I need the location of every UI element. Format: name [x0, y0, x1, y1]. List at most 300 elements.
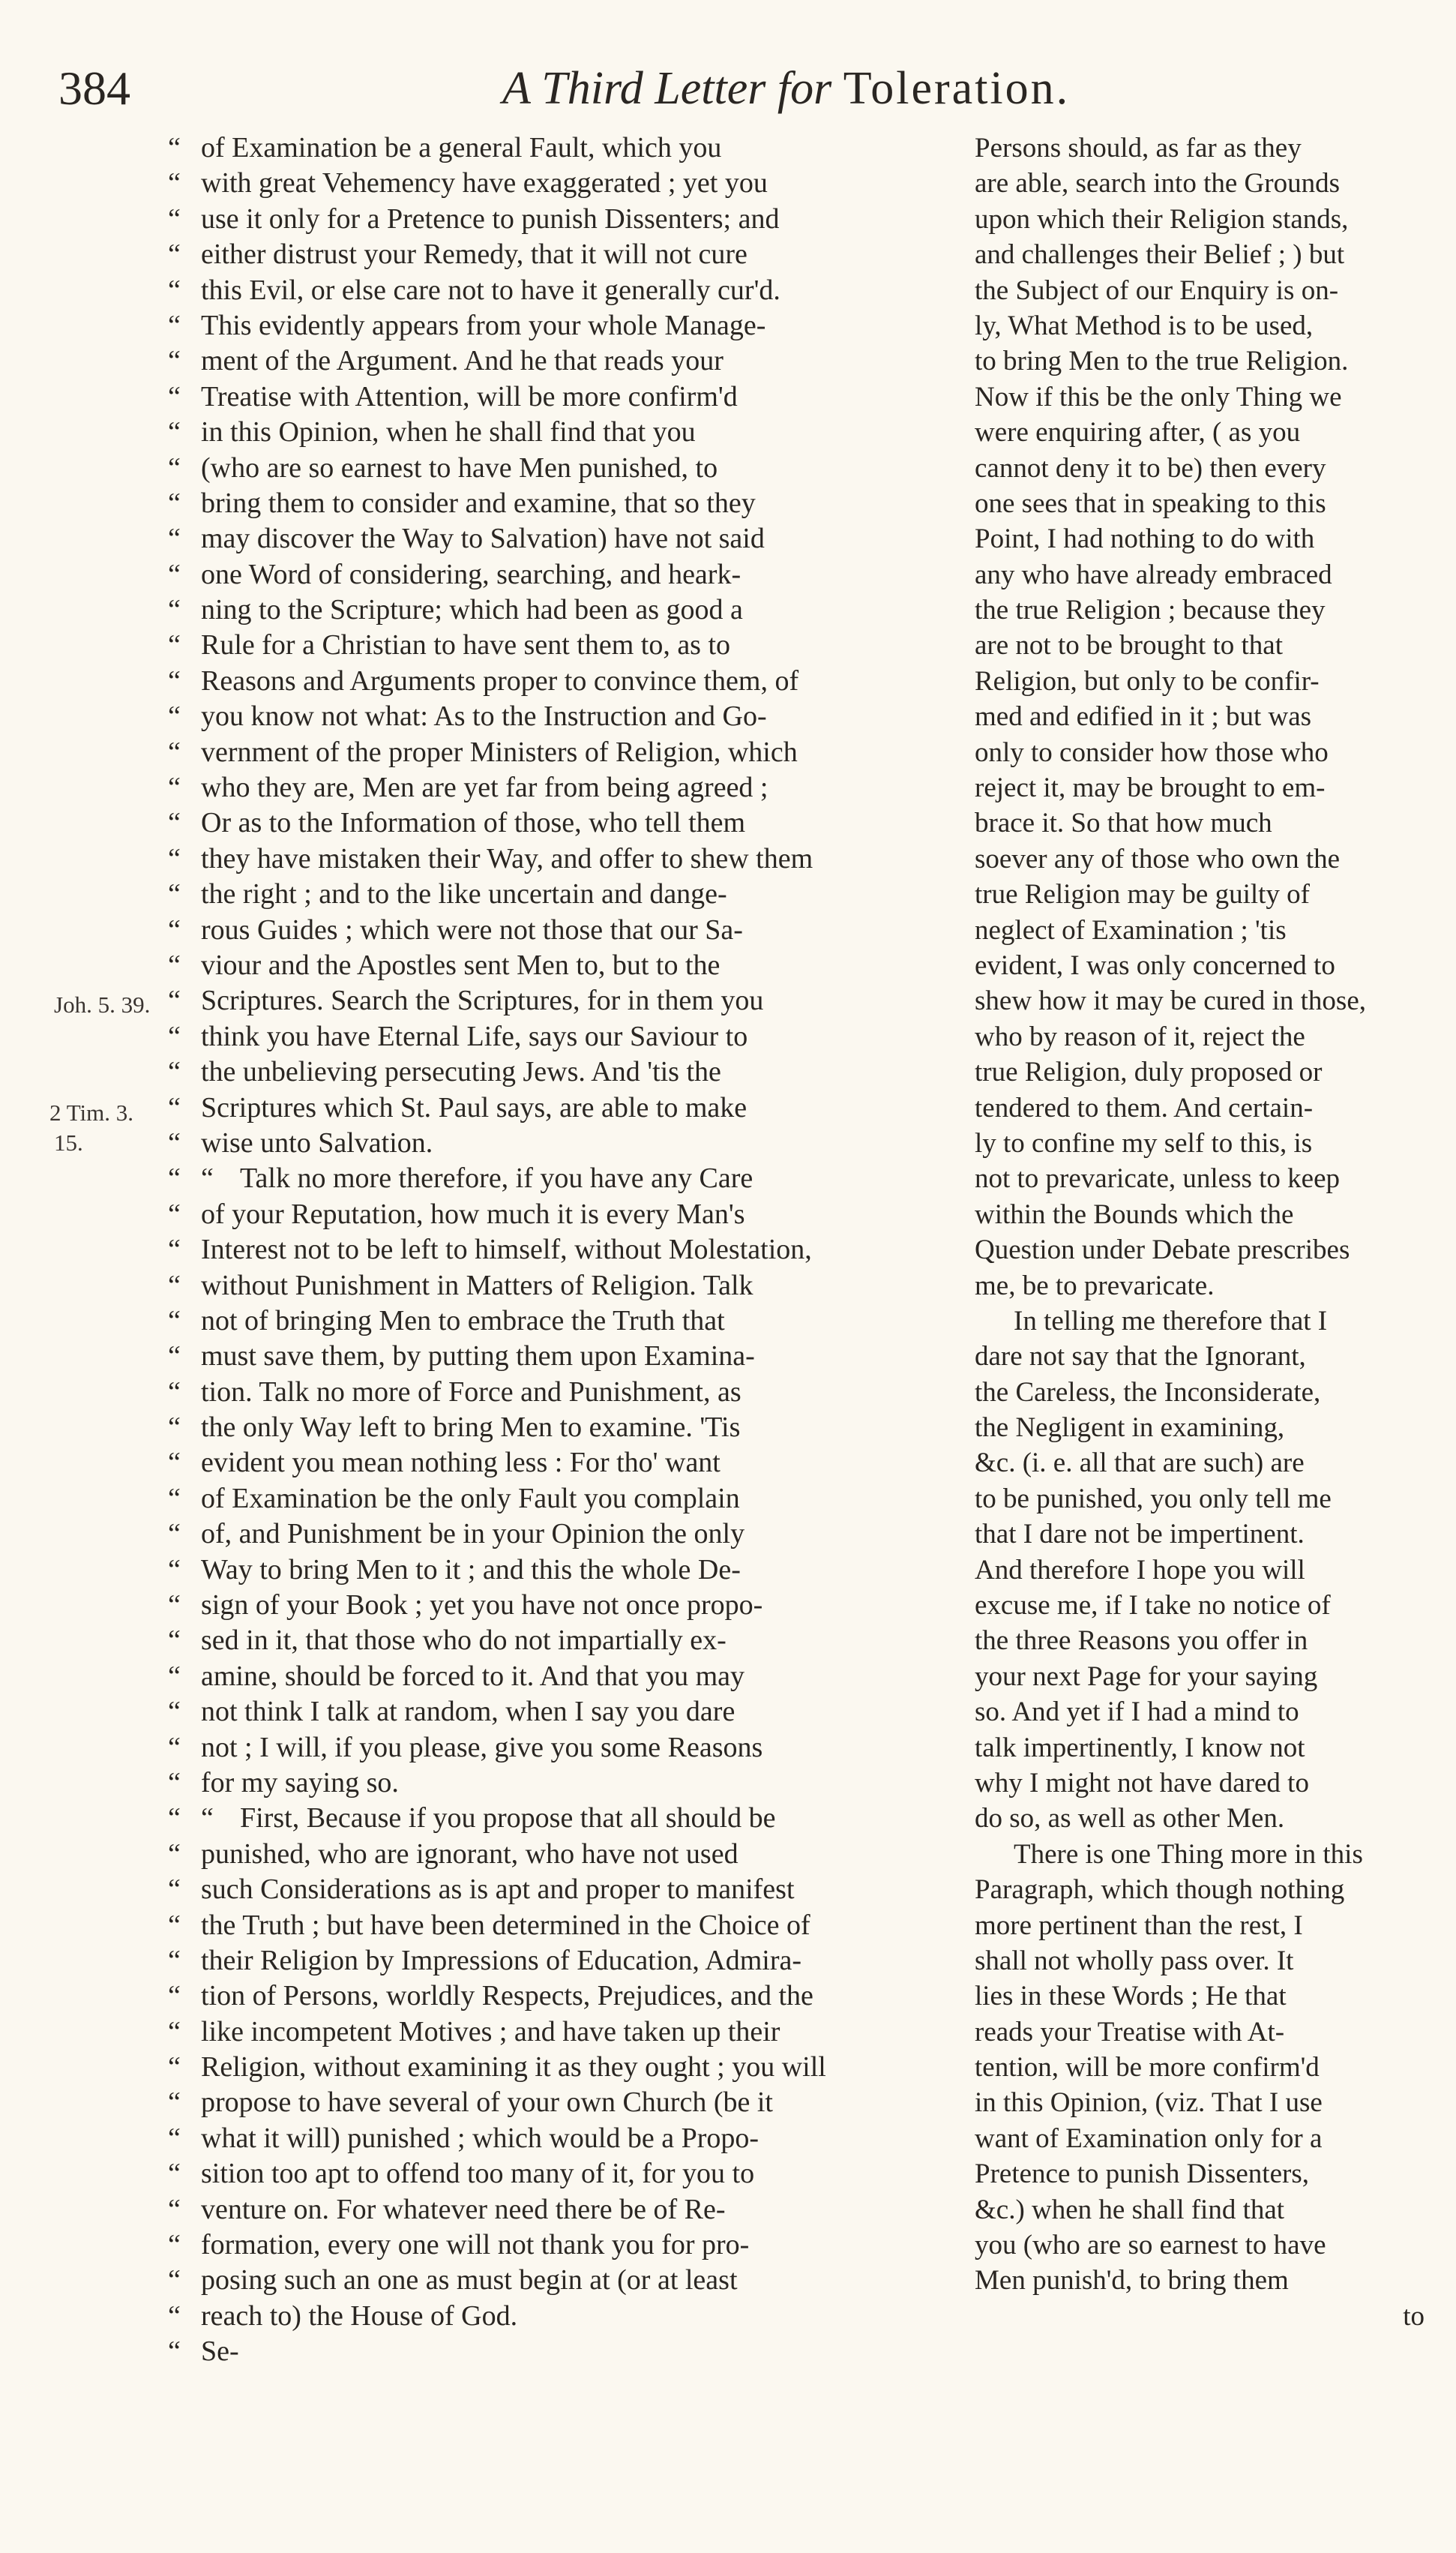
quotation-mark: “: [168, 1056, 181, 1088]
left-column-text: tion of Persons, worldly Respects, Prejudices, and the: [201, 1980, 813, 2012]
right-column-line: [975, 237, 1425, 272]
right-column-line: [975, 273, 1425, 308]
left-column-text: this Evil, or else care not to have it generally cur'd.: [201, 274, 780, 306]
left-column-text: for my saying so.: [201, 1766, 399, 1798]
quotation-mark: “: [168, 1234, 181, 1266]
right-column-line: [975, 1197, 1425, 1232]
right-column-line: [975, 1481, 1425, 1516]
right-column-text: shew how it may be cured in those,: [975, 986, 1366, 1017]
right-column-text: any who have already embraced: [975, 559, 1332, 590]
right-column-line: [975, 1304, 1425, 1339]
quotation-mark: “: [168, 2086, 181, 2119]
quotation-mark: “: [168, 238, 181, 271]
right-column-line: [975, 664, 1425, 699]
right-column-text: excuse me, if I take no notice of: [975, 1590, 1331, 1622]
quotation-mark: “: [168, 985, 181, 1017]
quotation-mark: “: [168, 2122, 181, 2154]
right-column-line: [975, 1730, 1425, 1766]
quotation-mark: “: [168, 1589, 181, 1622]
left-column-line: [168, 1161, 945, 1196]
left-column-text: amine, should be forced to it. And that you may: [201, 1660, 745, 1692]
left-column-text: First, Because if you propose that all should be: [240, 1802, 776, 1834]
quotation-mark: “: [168, 1624, 181, 1657]
left-column-text: what it will) punished ; which would be a Propo-: [201, 2122, 759, 2154]
left-column-line: [168, 1588, 945, 1623]
left-column-text: the only Way left to bring Men to examine. 'Tis: [201, 1412, 741, 1444]
quotation-mark: “: [168, 345, 181, 377]
left-column-text: Se-: [201, 2336, 239, 2368]
quotation-mark: “: [168, 1162, 181, 1195]
left-column-text: such Considerations as is apt and proper to manifest: [201, 1874, 795, 1906]
left-column-line: [168, 1623, 945, 1658]
left-column-text: tion. Talk no more of Force and Punishment, as: [201, 1376, 741, 1408]
left-column-line: [168, 2228, 945, 2263]
left-column-line: [168, 1872, 945, 1907]
quotation-mark: “: [168, 1412, 181, 1444]
right-column-line: [975, 1801, 1425, 1836]
right-column-text: Men punish'd, to bring them: [975, 2265, 1289, 2296]
right-column-text: so. And yet if I had a mind to: [975, 1696, 1299, 1728]
quotation-mark: “: [168, 914, 181, 946]
left-column-text: who they are, Men are yet far from being agreed ;: [201, 772, 768, 804]
running-title-italic: A Third Letter for: [502, 63, 832, 114]
quotation-mark: “: [168, 1340, 181, 1372]
right-column-line: [975, 1872, 1425, 1907]
left-column-line: [168, 1730, 945, 1766]
left-column-line: [168, 1090, 945, 1126]
right-column-line: [975, 2014, 1425, 2050]
right-column-text: Now if this be the only Thing we: [975, 381, 1342, 412]
right-column-line: [975, 842, 1425, 877]
left-column-text: their Religion by Impressions of Education, Admira-: [201, 1944, 802, 1976]
quotation-mark: “: [168, 274, 181, 306]
quotation-mark: “: [168, 523, 181, 555]
quotation-mark: “: [168, 949, 181, 981]
right-column-text: more pertinent than the rest, I: [975, 1910, 1303, 1941]
left-column-line: [168, 1445, 945, 1480]
left-column-text: of Examination be a general Fault, which you: [201, 132, 722, 164]
quotation-mark: “: [168, 1802, 181, 1834]
quotation-mark: “: [168, 1447, 181, 1479]
right-column-line: [975, 2228, 1425, 2263]
running-title: [502, 64, 1070, 112]
right-column-text: Question under Debate prescribes: [975, 1234, 1350, 1266]
right-column-line: [975, 1516, 1425, 1552]
quotation-mark: “: [168, 2300, 181, 2332]
quotation-mark: “: [168, 2264, 181, 2296]
left-column-line: [168, 273, 945, 308]
right-column-line: [975, 1090, 1425, 1126]
left-column-line: [168, 1339, 945, 1374]
left-column-text: the unbelieving persecuting Jews. And 'tis the: [201, 1056, 721, 1088]
left-column-line: [168, 1268, 945, 1304]
right-column-text: only to consider how those who: [975, 736, 1329, 768]
right-column-line: [975, 415, 1425, 450]
right-column-line: [975, 699, 1425, 734]
right-column-text: to be punished, you only tell me: [975, 1483, 1332, 1514]
quotation-mark: “: [168, 1482, 181, 1514]
quotation-mark: “: [168, 1020, 181, 1052]
right-column-line: [975, 1552, 1425, 1588]
right-column-text: want of Examination only for a: [975, 2122, 1323, 2154]
left-column-line: [168, 1516, 945, 1552]
quotation-mark: “: [168, 1091, 181, 1124]
right-column-text: do so, as well as other Men.: [975, 1803, 1285, 1834]
left-column-line: [168, 166, 945, 201]
left-column-text: must save them, by putting them upon Examina-: [201, 1340, 755, 1372]
left-column-text: the right ; and to the like uncertain and dange-: [201, 878, 727, 910]
left-column-text: sed in it, that those who do not impartially ex-: [201, 1624, 727, 1657]
right-column-text: the Careless, the Inconsiderate,: [975, 1376, 1321, 1408]
left-column-line: [168, 628, 945, 663]
left-column-line: [168, 913, 945, 948]
left-column-text: without Punishment in Matters of Religion. Talk: [201, 1269, 753, 1301]
left-column-line: [168, 2192, 945, 2228]
right-column-text: shall not wholly pass over. It: [975, 1945, 1294, 1976]
left-column: [168, 130, 945, 2370]
right-column: [975, 130, 1425, 2334]
quotation-mark: “: [168, 132, 181, 164]
right-column-line: [975, 451, 1425, 486]
left-column-text: venture on. For whatever need there be of Re-: [201, 2193, 726, 2225]
left-column-line: [168, 2299, 945, 2334]
quotation-mark: “: [168, 167, 181, 200]
left-column-text: may discover the Way to Salvation) have not said: [201, 523, 765, 555]
right-column-line: [975, 308, 1425, 344]
left-column-line: [168, 948, 945, 983]
right-column-line: [975, 1019, 1425, 1054]
left-column-text: Talk no more therefore, if you have any Care: [240, 1162, 753, 1195]
left-column-text: you know not what: As to the Instruction and Go-: [201, 700, 767, 733]
quotation-mark: “: [168, 1838, 181, 1870]
paragraph-indent: “: [201, 1162, 214, 1195]
quotation-mark: “: [168, 558, 181, 590]
left-column-text: Scriptures which St. Paul says, are able to make: [201, 1091, 747, 1124]
left-column-text: one Word of considering, searching, and heark-: [201, 558, 741, 590]
left-column-line: [168, 380, 945, 415]
left-column-line: [168, 486, 945, 521]
right-column-text: dare not say that the Ignorant,: [975, 1341, 1306, 1372]
right-column-line: [975, 2263, 1425, 2298]
left-column-text: Rule for a Christian to have sent them to, as to: [201, 629, 731, 662]
left-column-line: [168, 202, 945, 237]
right-column-line: [975, 1623, 1425, 1658]
right-column-text: evident, I was only concerned to: [975, 950, 1335, 981]
right-column-line: [975, 1232, 1425, 1268]
left-column-text: Treatise with Attention, will be more confirm'd: [201, 380, 738, 412]
right-column-text: the Subject of our Enquiry is on-: [975, 274, 1339, 306]
left-column-line: [168, 2263, 945, 2298]
quotation-mark: “: [168, 2015, 181, 2048]
left-column-line: [168, 1481, 945, 1516]
right-column-line: [975, 1054, 1425, 1090]
right-column-text: brace it. So that how much: [975, 808, 1272, 839]
right-column-text: Paragraph, which though nothing: [975, 1874, 1345, 1906]
right-column-line: [975, 486, 1425, 521]
right-column-text: one sees that in speaking to this: [975, 488, 1326, 519]
right-column-line: [975, 1694, 1425, 1730]
right-column-text: ly to confine my self to this, is: [975, 1127, 1313, 1159]
left-column-line: [168, 877, 945, 912]
right-column-line: [975, 735, 1425, 770]
right-column-text: In telling me therefore that I: [1014, 1305, 1328, 1336]
quotation-mark: “: [168, 772, 181, 804]
left-column-line: [168, 130, 945, 166]
left-column-text: not think I talk at random, when I say you dare: [201, 1696, 735, 1728]
right-column-line: [975, 2085, 1425, 2120]
left-column-text: Religion, without examining it as they ought ; you will: [201, 2051, 826, 2084]
left-column-text: ning to the Scripture; which had been as good a: [201, 594, 743, 626]
quotation-mark: “: [168, 629, 181, 662]
quotation-mark: “: [168, 1269, 181, 1301]
quotation-mark: “: [168, 1518, 181, 1550]
left-column-line: [168, 1375, 945, 1410]
left-column-line: [168, 1054, 945, 1090]
quotation-mark: “: [168, 1874, 181, 1906]
left-column-text: use it only for a Pretence to punish Dissenters; and: [201, 202, 780, 235]
left-column-line: [168, 1126, 945, 1161]
right-column-text: Persons should, as far as they: [975, 133, 1302, 164]
right-column-text: &c.) when he shall find that: [975, 2194, 1285, 2225]
left-column-line: [168, 1019, 945, 1054]
left-column-line: [168, 2050, 945, 2085]
right-column-line: [975, 1410, 1425, 1445]
left-column-line: [168, 237, 945, 272]
left-column-text: Way to bring Men to it ; and this the whole De-: [201, 1553, 741, 1586]
left-column-text: evident you mean nothing less : For tho' want: [201, 1447, 721, 1479]
left-column-text: Or as to the Information of those, who tell them: [201, 807, 746, 839]
quotation-mark: “: [168, 1553, 181, 1586]
quotation-mark: “: [168, 309, 181, 341]
left-column-text: of your Reputation, how much it is every Man's: [201, 1198, 745, 1230]
left-column-text: in this Opinion, when he shall find that you: [201, 416, 696, 448]
right-column-text: and challenges their Belief ; ) but: [975, 239, 1345, 271]
quotation-mark: “: [168, 807, 181, 839]
right-column-line: [975, 1161, 1425, 1196]
quotation-mark: “: [168, 1198, 181, 1230]
right-column-text: are able, search into the Grounds: [975, 168, 1340, 200]
right-column-text: Point, I had nothing to do with: [975, 524, 1315, 555]
right-column-text: the true Religion ; because they: [975, 595, 1326, 626]
left-column-text: not ; I will, if you please, give you some Reasons: [201, 1731, 763, 1763]
left-column-line: [168, 1304, 945, 1339]
quotation-mark: “: [168, 842, 181, 874]
quotation-mark: “: [168, 664, 181, 697]
paragraph-indent: “: [201, 1802, 214, 1834]
right-column-line: [975, 1126, 1425, 1161]
left-column-text: viour and the Apostles sent Men to, but to the: [201, 949, 721, 981]
right-column-line: [975, 2192, 1425, 2228]
quotation-mark: “: [168, 1696, 181, 1728]
right-column-line: [975, 877, 1425, 912]
left-column-text: Interest not to be left to himself, without Molestation,: [201, 1234, 812, 1266]
left-column-line: [168, 806, 945, 841]
right-column-text: are not to be brought to that: [975, 630, 1284, 662]
left-column-text: Reasons and Arguments proper to convince them, of: [201, 664, 799, 697]
left-column-text: not of bringing Men to embrace the Truth that: [201, 1304, 725, 1336]
left-column-text: sition too apt to offend too many of it, for you to: [201, 2158, 755, 2190]
left-column-line: [168, 1232, 945, 1268]
left-column-text: Scriptures. Search the Scriptures, for in them you: [201, 985, 764, 1017]
right-column-line: [975, 2156, 1425, 2192]
right-column-text: reject it, may be brought to em-: [975, 772, 1326, 804]
left-column-text: ment of the Argument. And he that reads your: [201, 345, 724, 377]
margin-note-john: Joh. 5. 39.: [54, 992, 151, 1018]
right-column-line: [975, 628, 1425, 663]
left-column-line: [168, 1801, 945, 1836]
right-column-line: [975, 770, 1425, 806]
quotation-mark: “: [168, 2158, 181, 2190]
right-column-line: [975, 2050, 1425, 2085]
right-column-text: true Religion, duly proposed or: [975, 1057, 1323, 1088]
left-column-line: [168, 664, 945, 699]
left-column-text: formation, every one will not thank you for pro-: [201, 2229, 750, 2261]
right-column-text: And therefore I hope you will: [975, 1554, 1305, 1586]
right-column-line: [975, 806, 1425, 841]
right-column-text: who by reason of it, reject the: [975, 1021, 1305, 1052]
quotation-mark: “: [168, 736, 181, 768]
quotation-mark: “: [168, 1376, 181, 1408]
left-column-text: of, and Punishment be in your Opinion the only: [201, 1518, 745, 1550]
margin-note-timothy: 2 Tim. 3.: [49, 1100, 134, 1126]
left-column-line: [168, 735, 945, 770]
right-column-text: reads your Treatise with At-: [975, 2016, 1285, 2048]
page-number: 384: [58, 62, 130, 115]
right-column-line: [975, 344, 1425, 379]
right-column-line: [975, 1943, 1425, 1978]
right-column-line: [975, 1588, 1425, 1623]
quotation-mark: “: [168, 1766, 181, 1798]
quotation-mark: “: [168, 1304, 181, 1336]
left-column-line: [168, 1766, 945, 1801]
right-column-text: me, be to prevaricate.: [975, 1270, 1215, 1301]
quotation-mark: “: [168, 487, 181, 519]
left-column-text: like incompetent Motives ; and have taken up their: [201, 2015, 780, 2048]
quotation-mark: “: [168, 1731, 181, 1763]
left-column-line: [168, 983, 945, 1018]
left-column-text: sign of your Book ; yet you have not once propo-: [201, 1589, 763, 1622]
right-column-text: Pretence to punish Dissenters,: [975, 2158, 1309, 2190]
left-column-line: [168, 1694, 945, 1730]
right-column-line: [975, 380, 1425, 415]
right-column-text: med and edified in it ; but was: [975, 701, 1312, 733]
left-column-line: [168, 699, 945, 734]
left-column-text: posing such an one as must begin at (or at least: [201, 2264, 738, 2296]
left-column-line: [168, 1197, 945, 1232]
left-column-line: [168, 1410, 945, 1445]
right-column-line: [975, 1837, 1425, 1872]
quotation-mark: “: [168, 1980, 181, 2012]
left-column-line: [168, 557, 945, 592]
right-column-text: upon which their Religion stands,: [975, 203, 1349, 235]
right-column-text: There is one Thing more in this: [1014, 1838, 1363, 1870]
left-column-line: [168, 1837, 945, 1872]
left-column-line: [168, 1552, 945, 1588]
right-column-line: [975, 913, 1425, 948]
quotation-mark: “: [168, 2336, 181, 2368]
right-column-line: [975, 1375, 1425, 1410]
left-column-text: This evidently appears from your whole Manage-: [201, 309, 766, 341]
quotation-mark: “: [168, 1909, 181, 1941]
left-column-text: rous Guides ; which were not those that our Sa-: [201, 914, 743, 946]
left-column-text: wise unto Salvation.: [201, 1126, 433, 1159]
right-column-line: [975, 948, 1425, 983]
right-column-line: [975, 557, 1425, 592]
right-column-text: to: [1403, 2300, 1425, 2332]
quotation-mark: “: [168, 202, 181, 235]
right-column-text: were enquiring after, ( as you: [975, 417, 1301, 448]
right-column-text: neglect of Examination ; 'tis: [975, 914, 1287, 946]
right-column-line: [975, 521, 1425, 556]
left-column-line: [168, 1978, 945, 2014]
left-column-text: the Truth ; but have been determined in the Choice of: [201, 1909, 810, 1941]
right-column-text: in this Opinion, (viz. That I use: [975, 2087, 1323, 2119]
left-column-text: with great Vehemency have exaggerated ; yet you: [201, 167, 768, 200]
right-column-text: you (who are so earnest to have: [975, 2230, 1326, 2261]
left-column-line: [168, 770, 945, 806]
left-column-text: (who are so earnest to have Men punished, to: [201, 452, 718, 484]
left-column-line: [168, 2121, 945, 2156]
right-column-text: within the Bounds which the: [975, 1198, 1294, 1230]
right-column-text: &c. (i. e. all that are such) are: [975, 1448, 1305, 1479]
right-column-text: ly, What Method is to be used,: [975, 310, 1314, 341]
right-column-line: [975, 2121, 1425, 2156]
right-column-line: [975, 1766, 1425, 1801]
right-column-line: [975, 202, 1425, 237]
left-column-line: [168, 451, 945, 486]
left-column-line: [168, 592, 945, 628]
left-column-text: vernment of the proper Ministers of Religion, which: [201, 736, 798, 768]
quotation-mark: “: [168, 1944, 181, 1976]
left-column-line: [168, 2156, 945, 2192]
quotation-mark: “: [168, 594, 181, 626]
right-column-line: [975, 1978, 1425, 2014]
left-column-line: [168, 2014, 945, 2050]
right-column-line: [975, 1659, 1425, 1694]
left-column-line: [168, 842, 945, 877]
running-title-caps: Toleration.: [843, 63, 1071, 114]
right-column-text: true Religion may be guilty of: [975, 879, 1310, 910]
left-column-line: [168, 344, 945, 379]
left-column-line: [168, 2085, 945, 2120]
quotation-mark: “: [168, 1660, 181, 1692]
right-column-text: to bring Men to the true Religion.: [975, 346, 1349, 377]
right-column-line: [975, 166, 1425, 201]
left-column-text: of Examination be the only Fault you complain: [201, 1482, 740, 1514]
left-column-text: punished, who are ignorant, who have not used: [201, 1838, 738, 1870]
quotation-mark: “: [168, 416, 181, 448]
right-column-text: talk impertinently, I know not: [975, 1732, 1305, 1763]
left-column-line: [168, 1908, 945, 1943]
right-column-line: [975, 1445, 1425, 1480]
quotation-mark: “: [168, 2051, 181, 2084]
quotation-mark: “: [168, 700, 181, 733]
left-column-line: [168, 521, 945, 556]
quotation-mark: “: [168, 380, 181, 412]
right-column-text: not to prevaricate, unless to keep: [975, 1163, 1340, 1195]
quotation-mark: “: [168, 878, 181, 910]
margin-note-verse: 15.: [54, 1130, 83, 1156]
right-column-text: tention, will be more confirm'd: [975, 2052, 1320, 2084]
right-column-text: soever any of those who own the: [975, 843, 1341, 874]
quotation-mark: “: [168, 2229, 181, 2261]
right-column-line: [975, 1268, 1425, 1304]
right-column-text: the Negligent in examining,: [975, 1412, 1285, 1444]
left-column-text: either distrust your Remedy, that it will not cure: [201, 238, 747, 271]
left-column-text: think you have Eternal Life, says our Saviour to: [201, 1020, 748, 1052]
right-column-text: that I dare not be impertinent.: [975, 1519, 1305, 1550]
left-column-line: [168, 1659, 945, 1694]
